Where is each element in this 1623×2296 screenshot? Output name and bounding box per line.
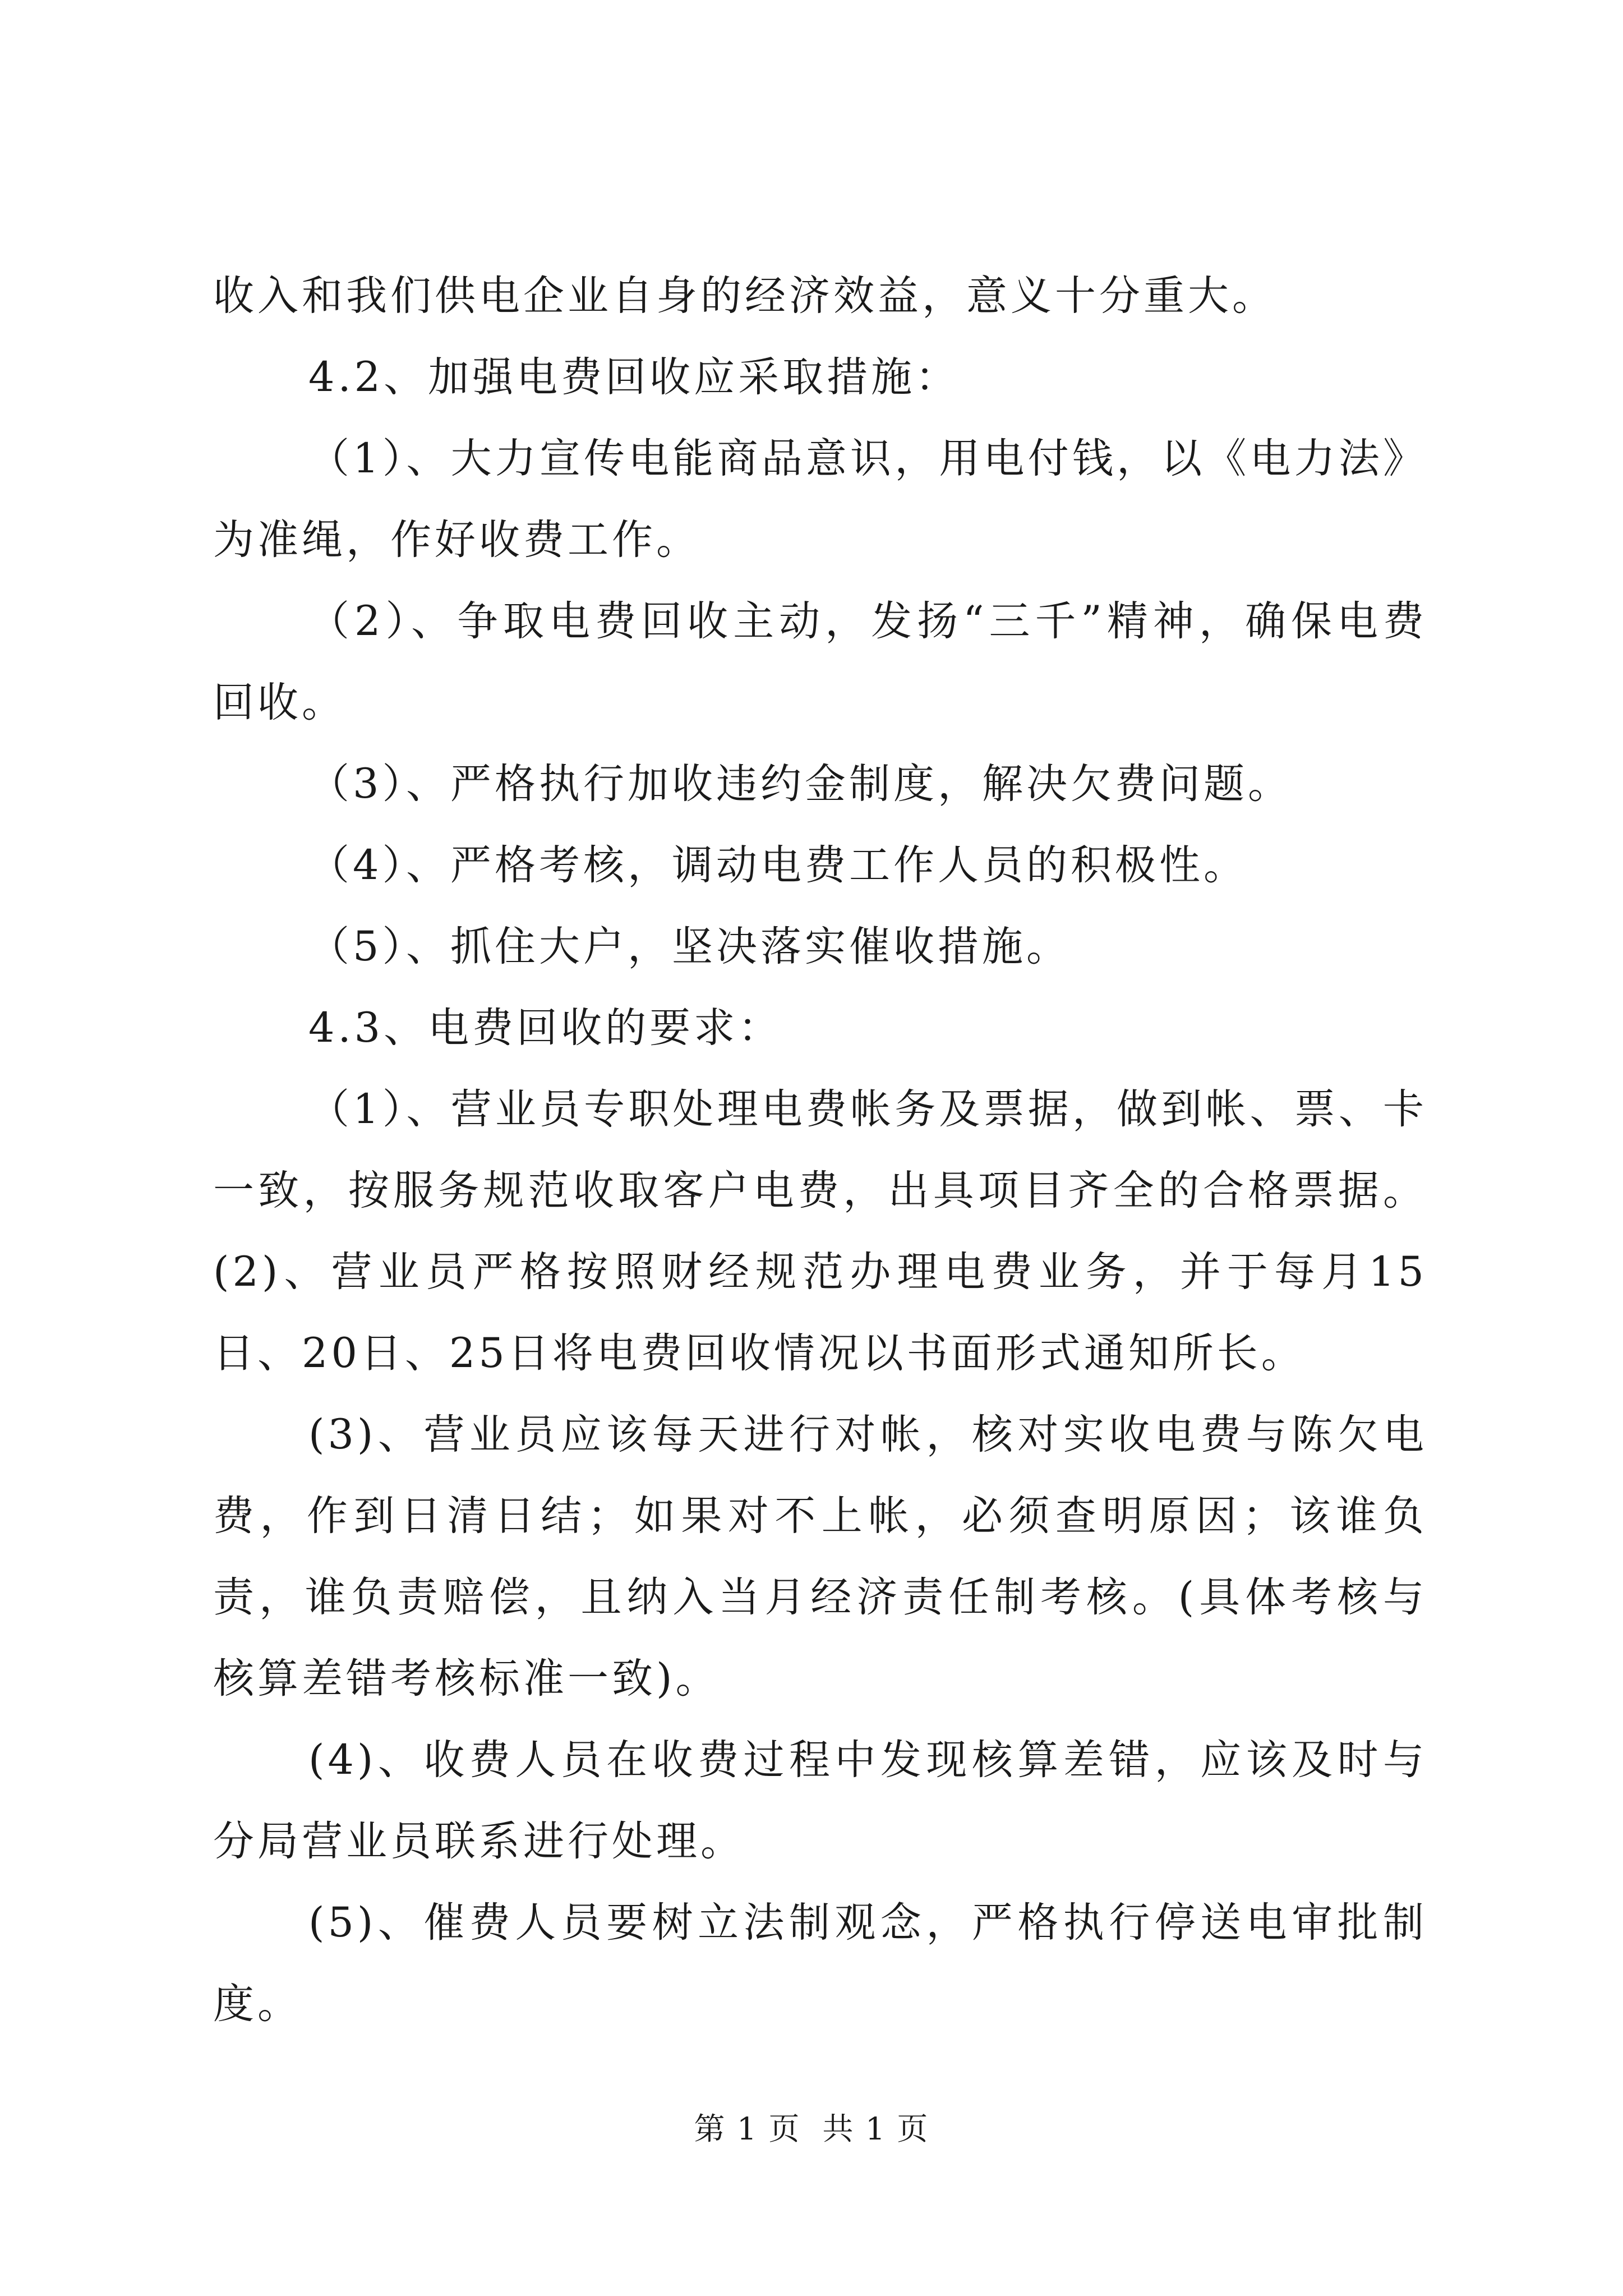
list-item: （4）、严格考核，调动电费工作人员的积极性。 xyxy=(308,841,1248,889)
section-heading-4-2: 4.2、加强电费回收应采取措施： xyxy=(308,353,960,401)
document-body xyxy=(213,255,1427,2045)
list-item: （1）、营业员专职处理电费帐务及票据，做到帐、票、卡一致，按服务规范收取客户电费，出具项目齐全的合格票据。(2)、营业员严格按照财经规范办理电费业务，并于每月15日、20日、25日将电费回收情况以书面形式通知所长。 xyxy=(213,1085,1427,1377)
list-item: (3)、营业员应该每天进行对帐，核对实收电费与陈欠电费，作到日清日结；如果对不上帐，必须查明原因；该谁负责，谁负责赔偿，且纳入当月经济责任制考核。(具体考核与核算差错考核标准一致)。 xyxy=(213,1411,1427,1703)
section-heading-4-3: 4.3、电费回收的要求： xyxy=(308,1004,783,1052)
list-item: （1）、大力宣传电能商品意识，用电付钱，以《电力法》为准绳，作好收费工作。 xyxy=(213,435,1427,564)
list-item: （2）、争取电费回收主动，发扬“三千”精神，确保电费回收。 xyxy=(213,597,1427,726)
list-item: (5)、催费人员要树立法制观念，严格执行停送电审批制度。 xyxy=(213,1899,1427,2028)
page-number-footer: 第 1 页 共 1 页 xyxy=(694,2111,929,2147)
paragraph-continuation: 收入和我们供电企业自身的经济效益，意义十分重大。 xyxy=(213,272,1276,320)
list-item: （3）、严格执行加收违约金制度，解决欠费问题。 xyxy=(308,760,1292,808)
list-item: （5）、抓住大户，坚决落实催收措施。 xyxy=(308,923,1071,970)
list-item: (4)、收费人员在收费过程中发现核算差错，应该及时与分局营业员联系进行处理。 xyxy=(213,1736,1427,1865)
